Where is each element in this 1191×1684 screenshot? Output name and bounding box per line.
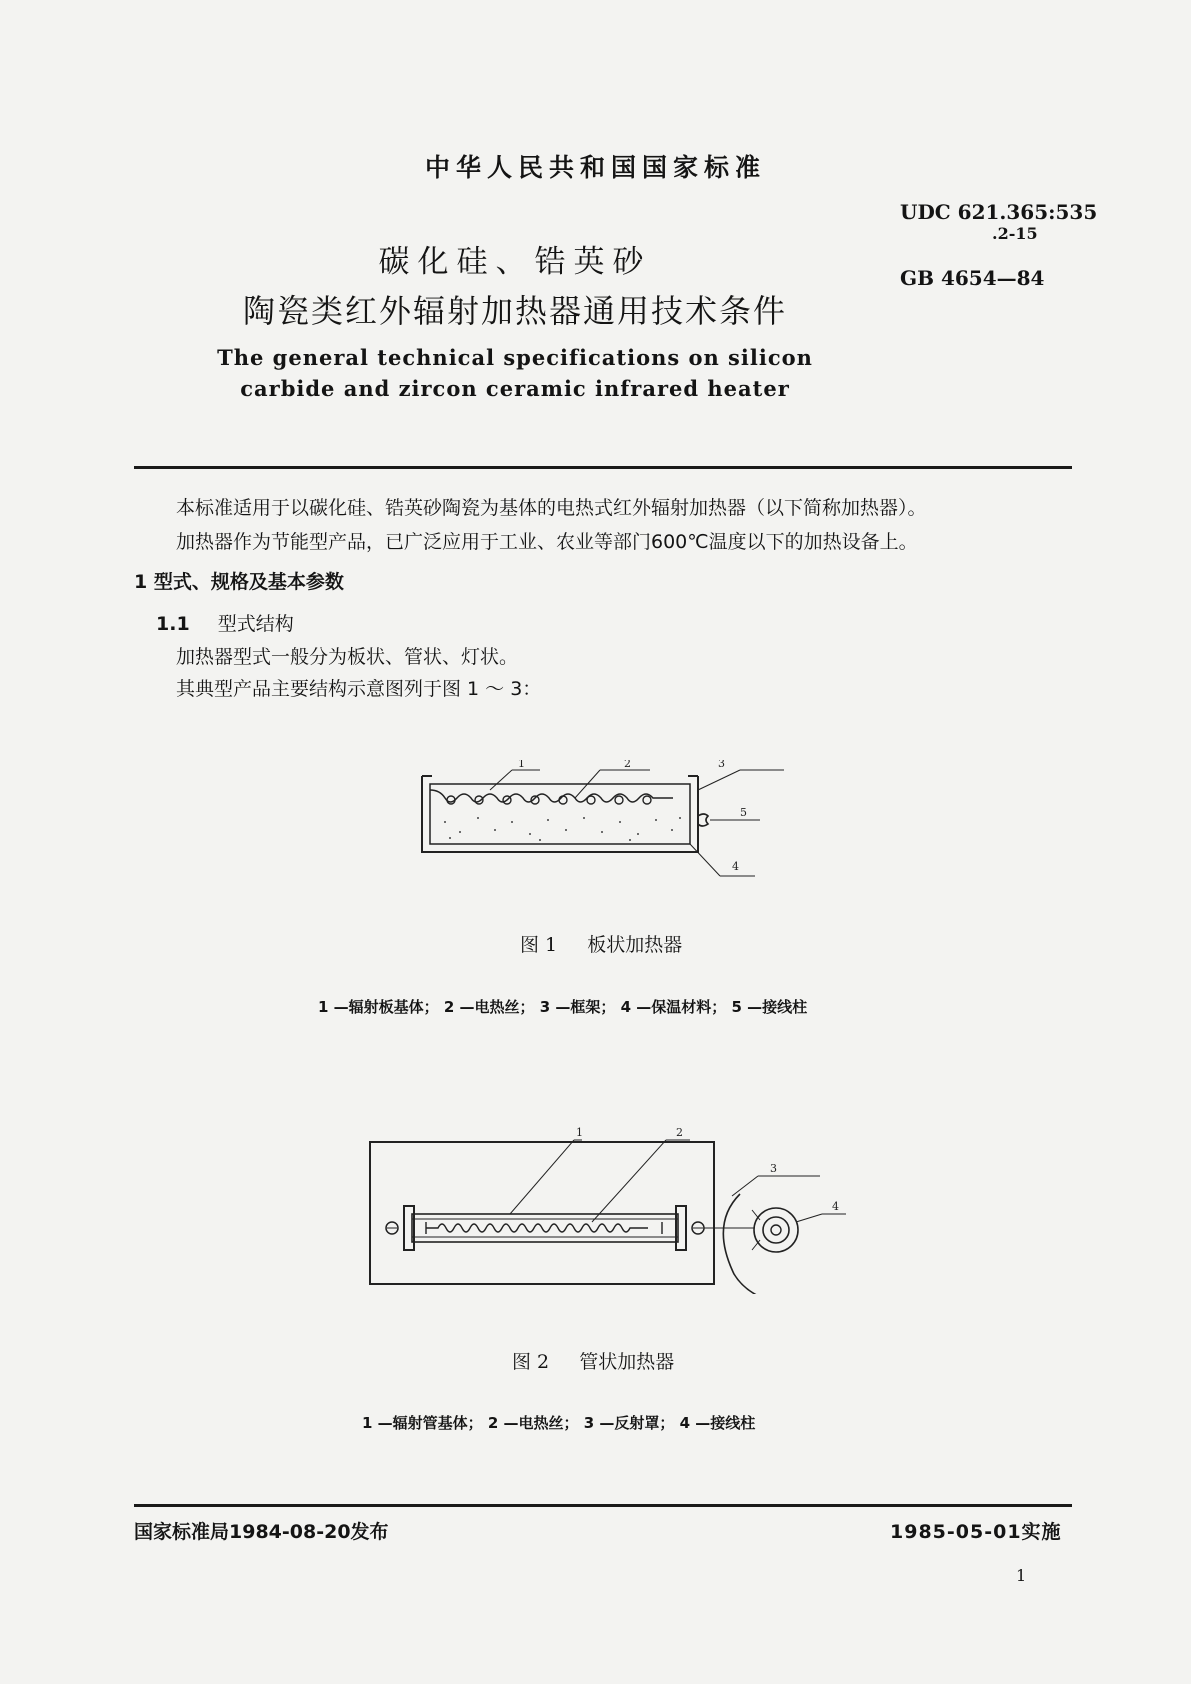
- figure-2-label-3: 3: [770, 1162, 777, 1175]
- figure-1-label-3: 3: [718, 760, 725, 770]
- figure-2-tubular-heater-diagram: [360, 1094, 880, 1294]
- udc-code-continued: .2-15: [992, 224, 1038, 243]
- figure-1-caption: [520, 930, 682, 957]
- figure-2-legend: 1 —辐射管基体； 2 —电热丝； 3 —反射罩； 4 —接线柱: [362, 1414, 756, 1432]
- figure-1-plate-heater-diagram: [400, 760, 800, 890]
- figure-1-label-5: 5: [740, 806, 747, 819]
- footer-divider: [134, 1504, 1072, 1507]
- figure-1-label-4: 4: [732, 860, 739, 873]
- effective-date: 1985-05-01实施: [890, 1521, 1062, 1543]
- figure-1-number: 图 1: [520, 934, 558, 956]
- figure-1-title: 板状加热器: [587, 934, 683, 956]
- page-number: 1: [1016, 1566, 1027, 1585]
- figure-1-label-2: 2: [624, 760, 631, 770]
- title-en-line2: carbide and zircon ceramic infrared heater: [240, 376, 790, 401]
- heating-coil: [426, 1222, 662, 1234]
- section-1-heading: 1 型式、规格及基本参数: [134, 571, 344, 593]
- radiant-plate-base: [430, 784, 690, 844]
- subsection-1-1-heading: [156, 609, 294, 636]
- issue-date: 国家标准局1984-08-20发布: [134, 1521, 389, 1543]
- figures-paragraph: 其典型产品主要结构示意图列于图 1 ～ 3：: [176, 678, 542, 700]
- reflector-shield: [723, 1194, 774, 1294]
- figure-1-label-1: 1: [518, 760, 525, 770]
- insulation-speckle: [444, 817, 681, 841]
- intro-paragraph-line2: 加热器作为节能型产品，已广泛应用于工业、农业等部门600℃温度以下的加热设备上。: [176, 531, 918, 553]
- figure-2-number: 图 2: [512, 1351, 550, 1373]
- gb-number: GB 4654—84: [900, 266, 1045, 290]
- header-divider: [134, 466, 1072, 469]
- title-en-line1: The general technical specifications on silicon: [217, 345, 813, 370]
- figure-2-title: 管状加热器: [579, 1351, 675, 1373]
- figure-2-label-4: 4: [832, 1200, 839, 1213]
- mounting-board: [370, 1142, 714, 1284]
- title-cn-line1: 碳化硅、锆英砂: [378, 244, 652, 280]
- figure-2-label-1: 1: [576, 1126, 583, 1139]
- title-cn-line2: 陶瓷类红外辐射加热器通用技术条件: [242, 292, 787, 330]
- frame-outline: [422, 776, 698, 852]
- subsection-number: 1.1: [156, 613, 190, 635]
- figure-2-caption: [512, 1347, 674, 1374]
- subsection-title: 型式结构: [217, 613, 294, 635]
- terminal-post: [698, 814, 708, 826]
- intro-paragraph-line1: 本标准适用于以碳化硅、锆英砂陶瓷为基体的电热式红外辐射加热器（以下简称加热器）。: [176, 497, 927, 519]
- udc-code: UDC 621.365:535: [900, 200, 1098, 224]
- figure-1-legend: 1 —辐射板基体； 2 —电热丝； 3 —框架； 4 —保温材料； 5 —接线柱: [318, 998, 808, 1016]
- corrugated-surface: [430, 790, 673, 802]
- tube-cross-section: [754, 1208, 798, 1252]
- national-standard-heading: 中华人民共和国国家标准: [424, 153, 766, 182]
- figure-2-label-2: 2: [676, 1126, 683, 1139]
- types-paragraph: 加热器型式一般分为板状、管状、灯状。: [176, 646, 519, 668]
